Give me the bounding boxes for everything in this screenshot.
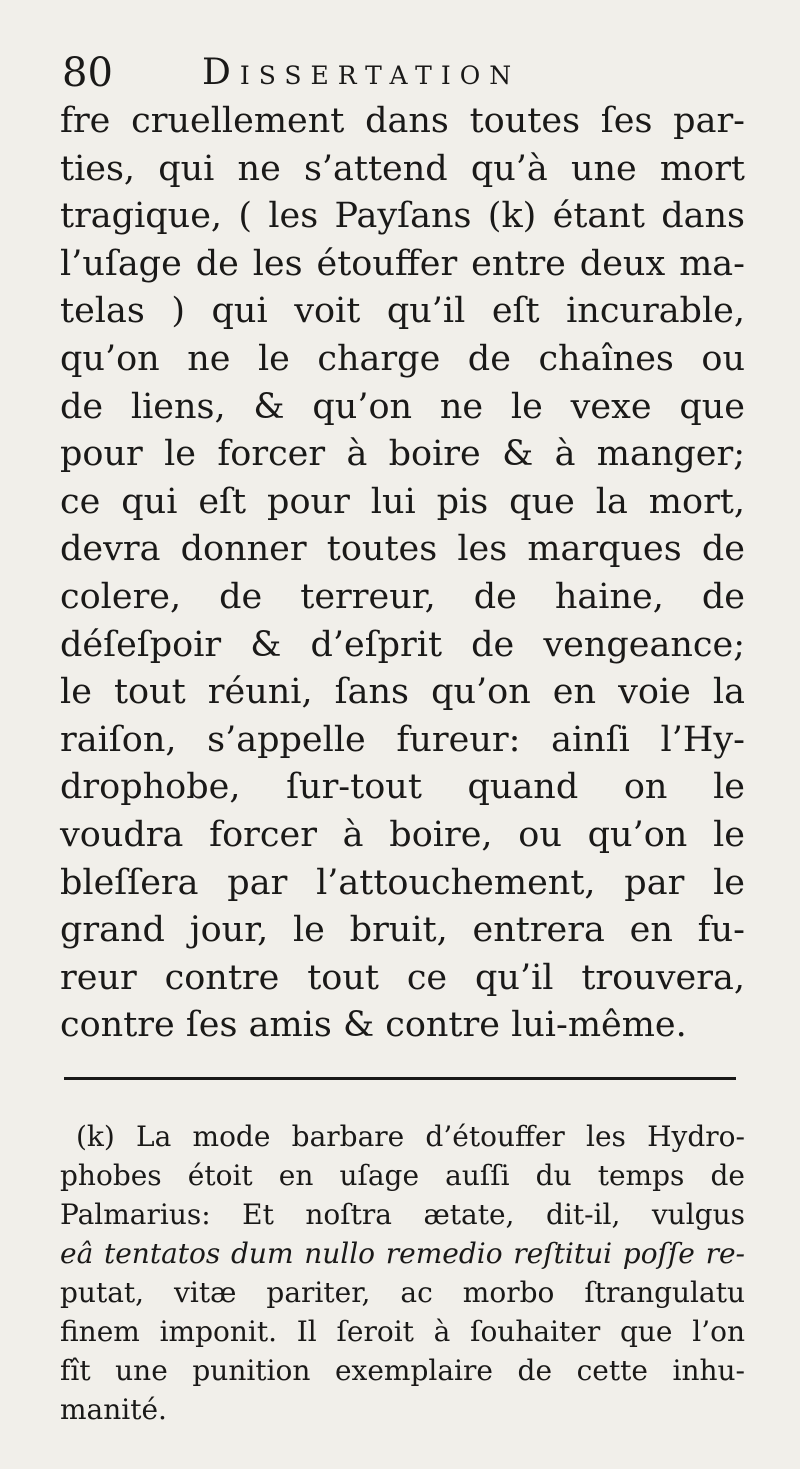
main-text-block <box>60 98 745 1050</box>
footnote-line: fît une punition exemplaire de cette inhu- <box>60 1354 745 1387</box>
footnote-line: eâ tentatos dum nullo remedio reſtitui poſſe re- <box>60 1237 745 1270</box>
text-line: voudra forcer à boire, ou qu’on le <box>60 814 745 855</box>
page-number: 80 <box>62 50 113 96</box>
text-line: de liens, & qu’on ne le vexe que <box>60 386 745 427</box>
text-line: pour le forcer à boire & à manger; <box>60 434 745 475</box>
text-line: colere, de terreur, de haine, de <box>60 576 745 617</box>
text-line: raiſon, s’appelle fureur: ainſi l’Hy- <box>60 719 745 760</box>
footnote-line: putat, vitæ pariter, ac morbo ſtrangulatu <box>60 1276 745 1309</box>
footnote-block <box>60 1117 745 1429</box>
text-line: l’uſage de les étouffer entre deux ma- <box>60 243 745 284</box>
footnote-divider <box>64 1077 736 1080</box>
text-line: le tout réuni, ſans qu’on en voie la <box>60 672 745 713</box>
text-line: qu’on ne le charge de chaînes ou <box>60 338 745 379</box>
text-line: bleſſera par l’attouchement, par le <box>60 862 745 903</box>
footnote-line: manité. <box>60 1393 167 1426</box>
text-line: devra donner toutes les marques de <box>60 529 745 570</box>
footnote-line: phobes étoit en uſage auſſi du temps de <box>60 1159 745 1192</box>
text-line: tragique, ( les Payſans (k) étant dans <box>60 196 745 237</box>
footnote-line: finem imponit. Il ſeroit à ſouhaiter que l’on <box>60 1315 745 1348</box>
footnote-line: (k) La mode barbare d’étouffer les Hydro- <box>76 1120 745 1153</box>
footnote-line: Palmarius: Et noſtra ætate, dit-il, vulgus <box>60 1198 745 1231</box>
text-line: drophobe, ſur-tout quand on le <box>60 767 745 808</box>
text-line: déſeſpoir & d’eſprit de vengeance; <box>60 624 745 665</box>
text-line: fre cruellement dans toutes ſes par- <box>60 101 745 141</box>
text-line: grand jour, le bruit, entrera en fu- <box>60 910 745 951</box>
text-line: reur contre tout ce qu’il trouvera, <box>60 957 745 998</box>
text-line: contre ſes amis & contre lui-même. <box>60 1005 687 1046</box>
running-head: Dissertation <box>202 52 521 93</box>
text-line: telas ) qui voit qu’il eſt incurable, <box>60 291 745 332</box>
page-header <box>62 48 752 98</box>
text-line: ce qui eſt pour lui pis que la mort, <box>60 481 745 522</box>
text-line: ties, qui ne s’attend qu’à une mort <box>60 148 745 189</box>
